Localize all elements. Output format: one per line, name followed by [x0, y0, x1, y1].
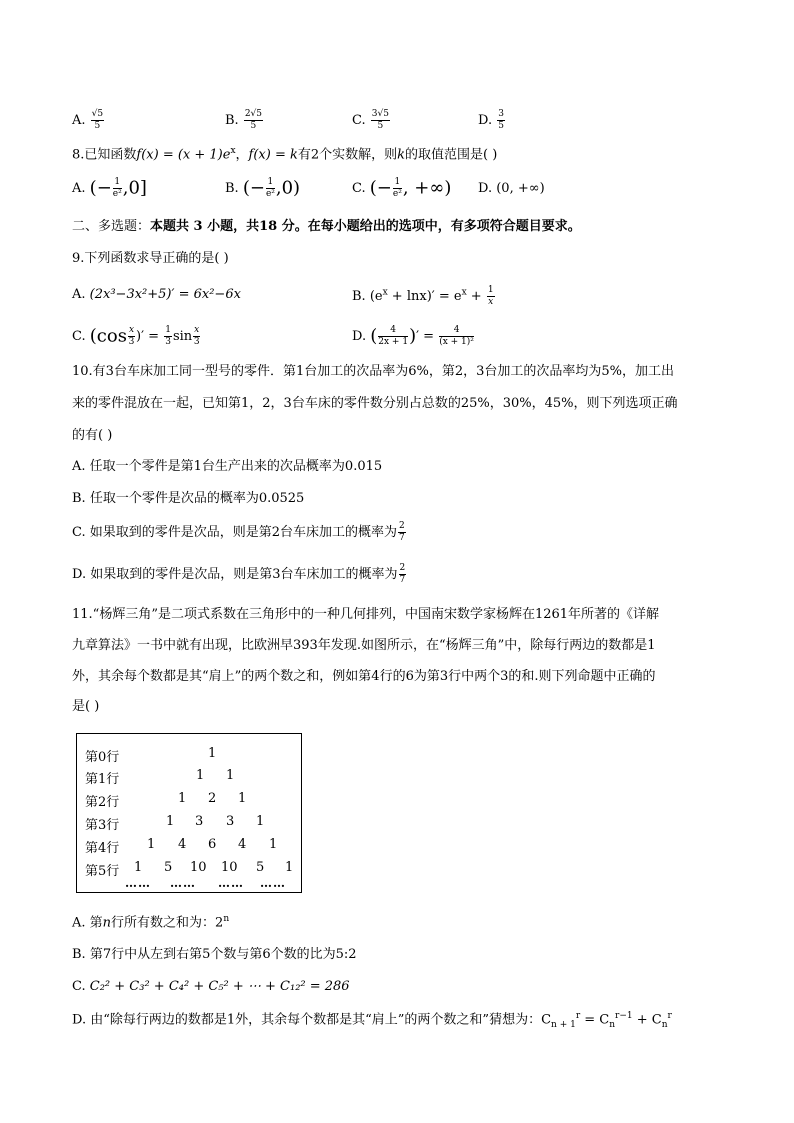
triangle-cell: 1	[208, 746, 217, 761]
triangle-cell: 1	[178, 791, 187, 806]
q10-option-c[interactable]: C. 如果取到的零件是次品，则是第2台车床加工的概率为 $\frac{2}{7}$	[72, 521, 405, 543]
q11-stem-line1: 11.“杨辉三角”是二项式系数在三角形中的一种几何排列，中国南宋数学家杨辉在1261年所著的《详解	[72, 607, 660, 622]
triangle-cell: 2	[208, 791, 217, 806]
q8-option-a[interactable]: A. (− $\frac{1}{\text{e²}}$ ,0]	[72, 177, 147, 199]
q9-option-d[interactable]: D. ( $\frac{4}{2x + 1}$ )′ = $\frac{4}{\text{(x + 1)²}}$	[352, 325, 474, 347]
q7-option-d-label: D.	[478, 113, 493, 128]
triangle-cell: 1	[166, 814, 175, 829]
triangle-cell: 10	[190, 860, 207, 875]
q11-stem-line4: 是( )	[72, 699, 100, 714]
triangle-dots: ……	[260, 876, 286, 890]
q10-option-b[interactable]: B. 任取一个零件是次品的概率为0.0525	[72, 491, 305, 506]
q7-option-c[interactable]	[352, 110, 391, 131]
q11-option-b[interactable]: B. 第7行中从左到右第5个数与第6个数的比为5:2	[72, 947, 357, 962]
q8-option-c[interactable]: C. (− $\frac{1}{\text{e²}}$ , +∞)	[352, 177, 452, 199]
q11-stem-line3: 外，其余每个数都是其“肩上”的两个数之和，例如第4行的6为第3行中两个3的和.则下列命题中正确的	[72, 669, 656, 684]
q10-stem-line1: 10.有3台车床加工同一型号的零件．第1台加工的次品率为6%，第2，3台加工的次品率均为5%，加工出	[72, 364, 675, 379]
triangle-cell: 6	[208, 837, 217, 852]
triangle-cell: 1	[269, 837, 278, 852]
triangle-row-label-2: 第2行	[85, 795, 120, 810]
triangle-cell: 3	[195, 814, 204, 829]
yanghui-triangle-figure	[76, 733, 302, 893]
q10-stem-line2: 来的零件混放在一起，已知第1，2，3台车床的零件数分别占总数的25%，30%，45%，则下列选项正确	[72, 396, 678, 411]
q7-option-b[interactable]	[225, 110, 264, 131]
triangle-cell: 1	[256, 814, 265, 829]
triangle-dots: ……	[218, 876, 244, 890]
triangle-cell: 3	[226, 814, 235, 829]
q7-option-b-label: B.	[225, 113, 239, 128]
q7-option-a-fraction: $\frac{√5}{5}$	[91, 109, 104, 131]
q7-option-d[interactable]	[478, 110, 506, 131]
triangle-cell: 1	[226, 768, 235, 783]
q10-option-d[interactable]: D. 如果取到的零件是次品，则是第3台车床加工的概率为 $\frac{2}{7}$	[72, 563, 406, 585]
section-heading: 二、多选题：本题共 3 小题，共18 分。在每小题给出的选项中，有多项符合题目要求。	[72, 219, 581, 234]
q8-option-b[interactable]: B. (− $\frac{1}{\text{e²}}$ ,0)	[225, 177, 301, 199]
q10-stem-line3: 的有( )	[72, 428, 113, 443]
triangle-cell: 4	[238, 837, 247, 852]
q7-option-b-fraction: $\frac{2√5}{5}$	[244, 109, 263, 131]
triangle-row-label-4: 第4行	[85, 841, 120, 856]
triangle-row-label-5: 第5行	[85, 864, 120, 879]
triangle-cell: 1	[147, 837, 156, 852]
q7-option-d-fraction: $\frac{3}{5}$	[498, 109, 504, 131]
triangle-row-label-0: 第0行	[85, 750, 120, 765]
q11-stem-line2: 九章算法》一书中就有出现，比欧洲早393年发现.如图所示，在“杨辉三角”中，除每行两边的数都是1	[72, 638, 656, 653]
q9-option-b[interactable]: B. $(e^x + \ln x)' = e^x$ + $\frac{1}{x}$	[352, 285, 494, 307]
triangle-cell: 1	[238, 791, 247, 806]
triangle-row-label-1: 第1行	[85, 772, 120, 787]
triangle-cell: 1	[196, 768, 205, 783]
triangle-cell: 10	[221, 860, 238, 875]
triangle-cell: 4	[178, 837, 187, 852]
q11-option-d[interactable]: D. 由“除每行两边的数都是1外，其余每个数都是其“肩上”的两个数之和”猜想为：$C_{n + 1}^r = C_n^{r-1} + C_n^r$	[72, 1011, 672, 1030]
q11-option-a[interactable]: A. 第n行所有数之和为：2$^n$	[72, 914, 230, 931]
triangle-dots: ……	[170, 876, 196, 890]
q9-option-c[interactable]: C. (cos $\frac{x}{3}$ )′ = $\frac{1}{3}$ sin $\frac{x}{3}$	[72, 325, 200, 347]
q7-option-c-fraction: $\frac{3√5}{5}$	[371, 109, 389, 131]
q9-option-a[interactable]: A. (2x³−3x²+5)′ = 6x²−6x	[72, 287, 241, 302]
triangle-cell: 5	[164, 860, 173, 875]
triangle-cell: 1	[134, 860, 143, 875]
q8-option-d[interactable]: D. (0, +∞)	[478, 181, 545, 196]
q7-option-c-label: C.	[352, 113, 366, 128]
q11-option-c[interactable]: C. C₂² + C₃² + C₄² + C₅² + ⋯ + C₁₂² = 286	[72, 979, 350, 994]
triangle-cell: 5	[256, 860, 265, 875]
q7-option-a[interactable]	[72, 110, 105, 131]
triangle-cell: 1	[285, 860, 294, 875]
triangle-row-label-3: 第3行	[85, 818, 120, 833]
triangle-dots: ……	[125, 876, 151, 890]
q8-stem: 8.已知函数$f(x) = (x + 1)e^x$，f(x) = k有2个实数解，则k的取值范围是( )	[72, 146, 498, 163]
q10-option-a[interactable]: A. 任取一个零件是第1台生产出来的次品概率为0.015	[72, 459, 383, 474]
q7-option-a-label: A.	[72, 113, 86, 128]
q9-stem: 9.下列函数求导正确的是( )	[72, 251, 229, 266]
